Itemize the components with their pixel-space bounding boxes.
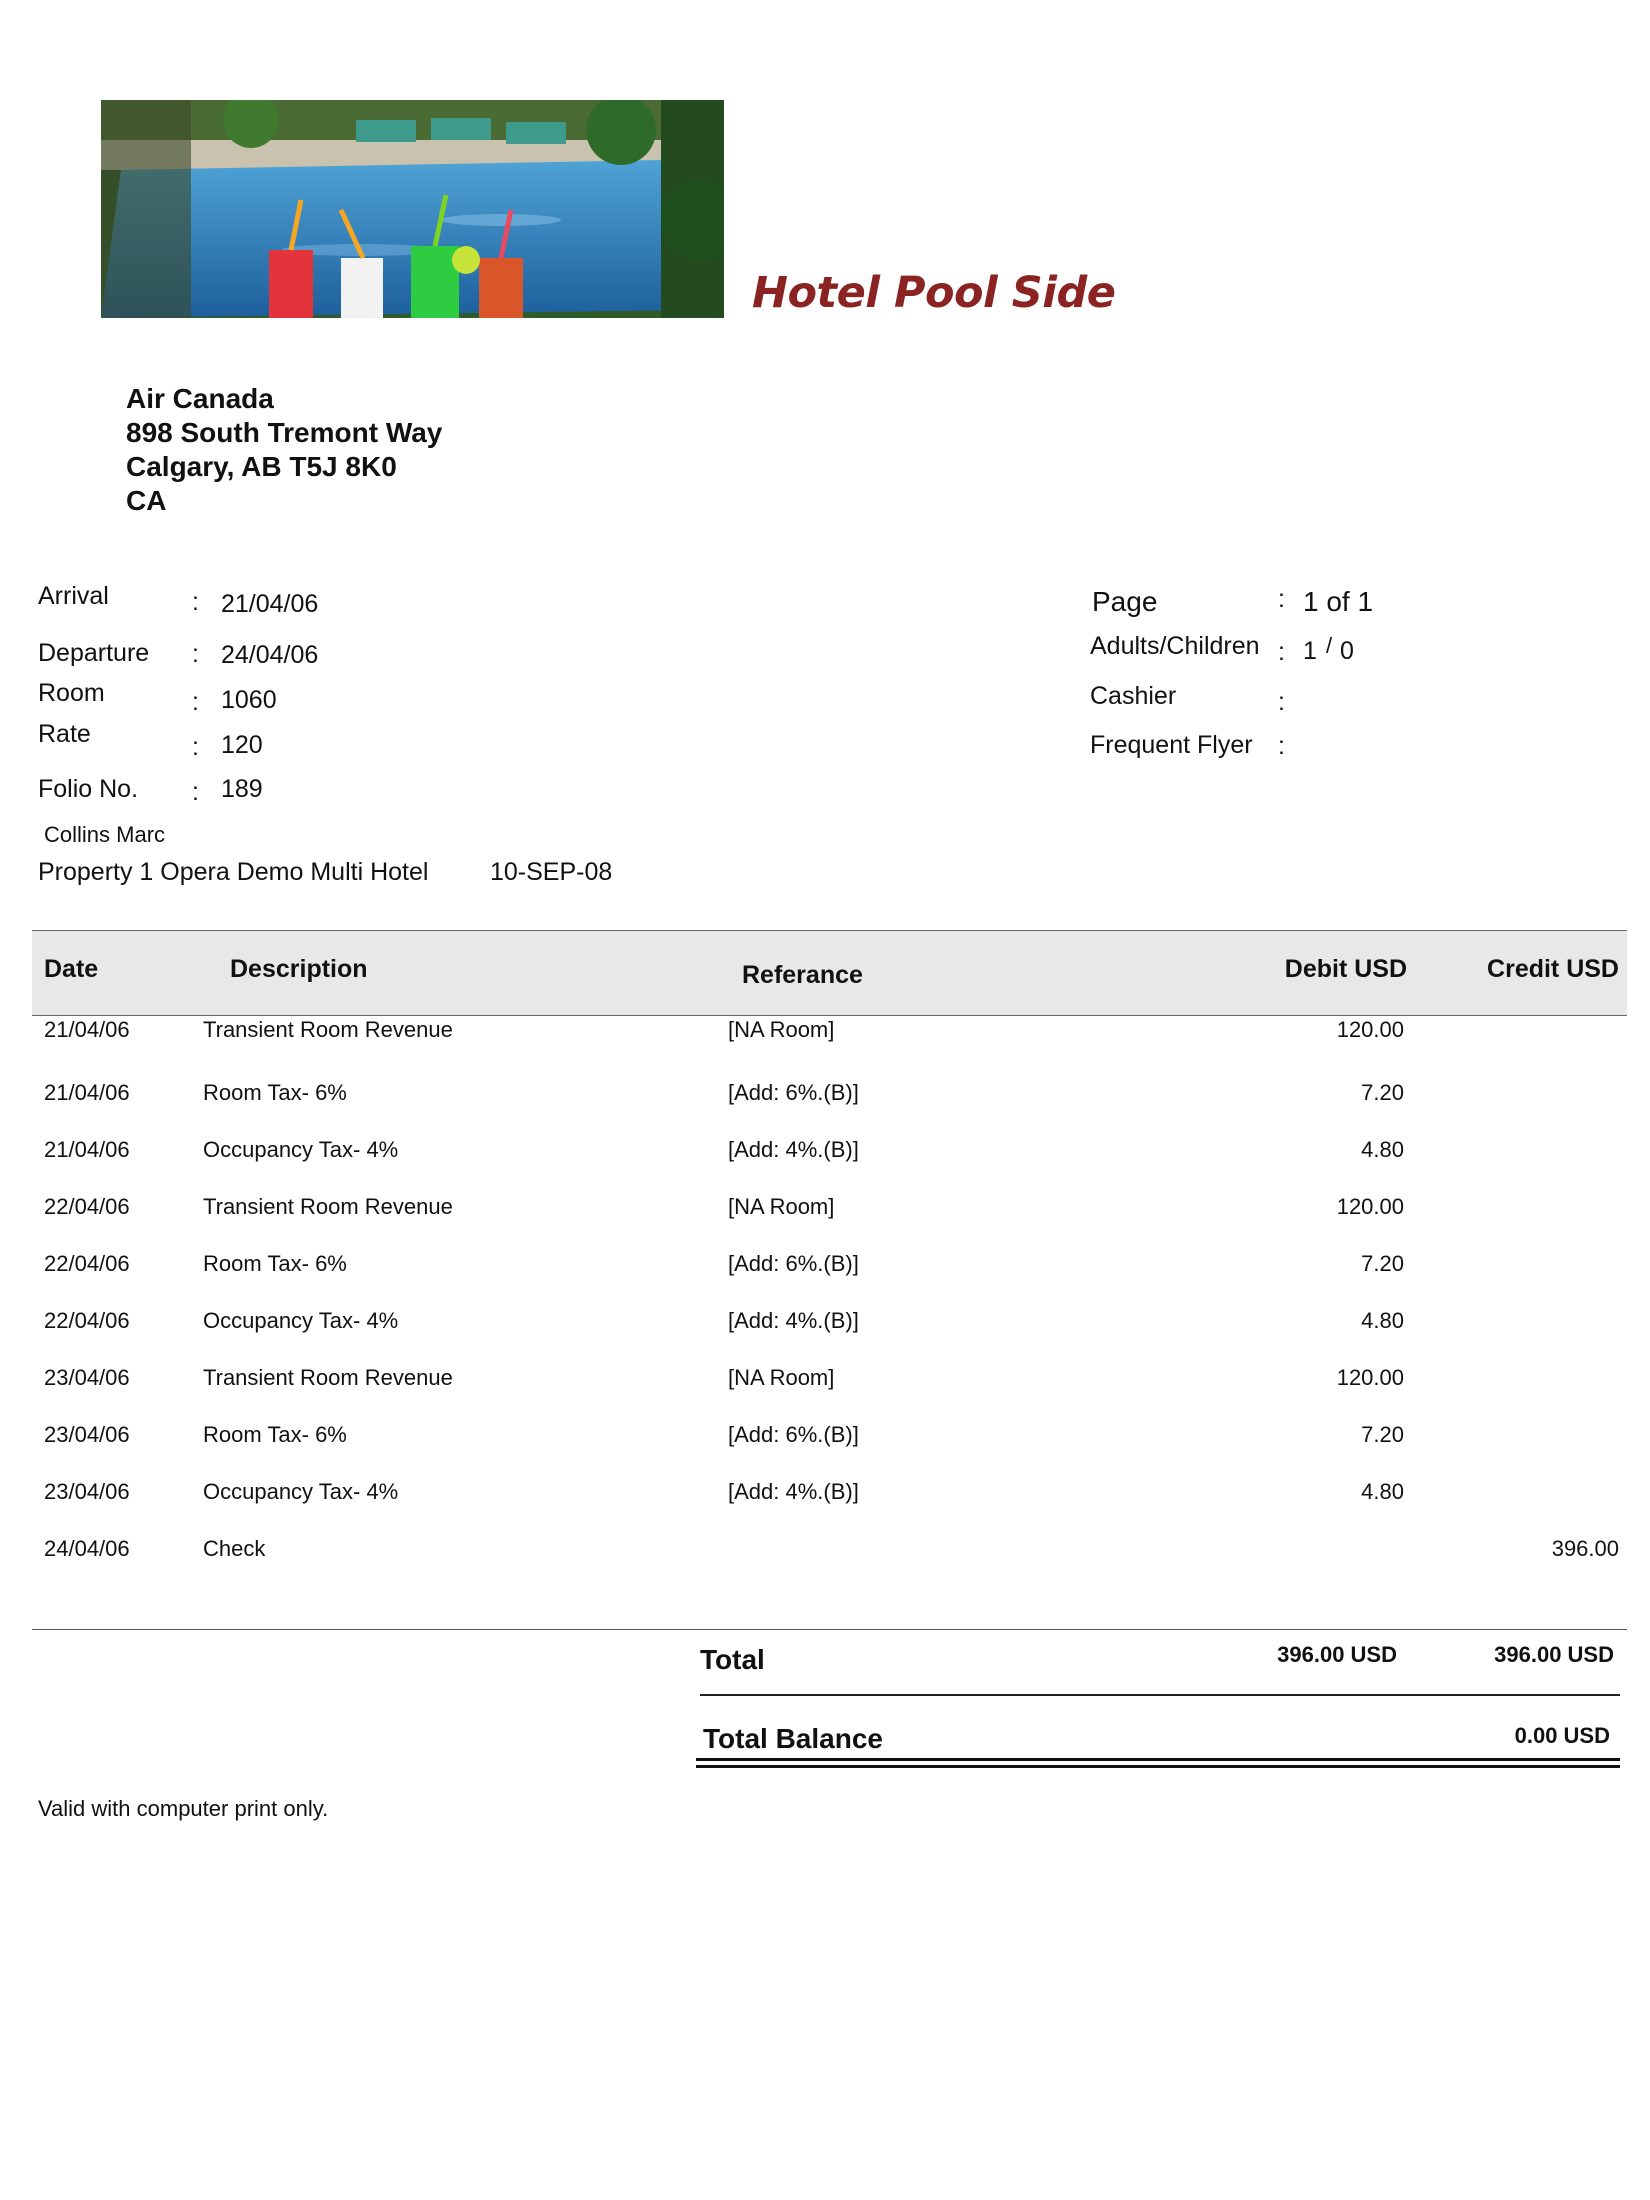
table-row [32,1137,1627,1177]
row-date: 22/04/06 [44,1251,130,1276]
row-reference: [Add: 6%.(B)] [728,1251,859,1276]
table-row [32,1479,1627,1519]
frequent-flyer-label: Frequent Flyer [1090,731,1253,759]
table-row [32,1017,1627,1057]
row-date: 23/04/06 [44,1422,130,1447]
row-debit: 4.80 [1361,1479,1404,1504]
row-date: 23/04/06 [44,1365,130,1390]
table-row [32,1308,1627,1348]
table-row [32,1080,1627,1120]
cashier-colon: : [1278,688,1285,716]
row-description: Occupancy Tax- 4% [203,1308,399,1333]
row-reference: [NA Room] [728,1194,835,1219]
address-line-1: Air Canada [126,383,274,414]
table-row [32,1251,1627,1291]
property-name: Property 1 Opera Demo Multi Hotel [38,858,429,886]
total-balance-label: Total Balance [703,1723,883,1754]
page-value: 1 of 1 [1303,586,1374,617]
row-reference: [NA Room] [728,1017,835,1042]
departure-colon: : [192,640,199,668]
address-line-2: 898 South Tremont Way [126,417,443,448]
row-description: Transient Room Revenue [203,1365,453,1390]
frequent-flyer-colon: : [1278,732,1285,760]
room-value: 1060 [221,686,277,714]
table-row [32,1422,1627,1462]
row-reference: [Add: 4%.(B)] [728,1308,859,1333]
total-underline [700,1694,1620,1696]
row-description: Transient Room Revenue [203,1017,453,1042]
row-date: 21/04/06 [44,1017,130,1042]
row-description: Room Tax- 6% [203,1251,347,1276]
row-date: 22/04/06 [44,1194,130,1219]
total-debit: 396.00 USD [1277,1642,1397,1667]
row-reference: [Add: 4%.(B)] [728,1137,859,1162]
row-description: Check [203,1536,266,1561]
rate-colon: : [192,733,199,761]
balance-double-underline-bottom [696,1765,1620,1768]
hotel-pool-image [101,100,724,318]
total-label: Total [700,1644,765,1675]
table-row [32,1536,1627,1576]
rate-value: 120 [221,731,263,759]
col-header-debit: Debit USD [1284,955,1407,983]
address-line-3: Calgary, AB T5J 8K0 [126,451,397,482]
row-debit: 120.00 [1336,1017,1404,1042]
departure-label: Departure [38,639,150,667]
col-header-reference: Referance [742,961,863,989]
adults-children-colon: : [1278,638,1285,666]
row-credit: 396.00 [1551,1536,1619,1561]
row-date: 21/04/06 [44,1080,130,1105]
folio-label: Folio No. [38,775,139,803]
footer-note: Valid with computer print only. [38,1796,329,1821]
balance-double-underline-top [696,1758,1620,1761]
total-credit: 396.00 USD [1494,1642,1614,1667]
arrival-colon: : [192,588,199,616]
row-description: Room Tax- 6% [203,1080,347,1105]
arrival-value: 21/04/06 [221,590,319,618]
row-description: Occupancy Tax- 4% [203,1137,399,1162]
cashier-label: Cashier [1090,682,1177,710]
row-debit: 120.00 [1336,1365,1404,1390]
arrival-label: Arrival [38,582,109,610]
address-line-4: CA [126,485,167,516]
col-header-credit: Credit USD [1487,955,1619,983]
folio-value: 189 [221,775,263,803]
table-bottom-divider [32,1629,1627,1630]
children-value: 0 [1340,637,1354,665]
row-date: 22/04/06 [44,1308,130,1333]
row-debit: 4.80 [1361,1308,1404,1333]
row-reference: [Add: 6%.(B)] [728,1080,859,1105]
adults-children-label: Adults/Children [1090,632,1260,660]
room-label: Room [38,679,105,707]
row-debit: 7.20 [1361,1080,1404,1105]
row-debit: 7.20 [1361,1251,1404,1276]
row-date: 21/04/06 [44,1137,130,1162]
table-row [32,1365,1627,1405]
hotel-name: Hotel Pool Side [752,268,1116,318]
rate-label: Rate [38,720,91,748]
row-reference: [Add: 6%.(B)] [728,1422,859,1447]
row-debit: 4.80 [1361,1137,1404,1162]
folio-colon: : [192,778,199,806]
col-header-description: Description [230,955,368,983]
page-label: Page [1092,586,1158,617]
row-reference: [Add: 4%.(B)] [728,1479,859,1504]
row-description: Occupancy Tax- 4% [203,1479,399,1504]
total-balance-value: 0.00 USD [1514,1723,1610,1748]
room-colon: : [192,688,199,716]
billing-address [126,382,442,518]
col-header-date: Date [44,955,99,983]
row-date: 24/04/06 [44,1536,130,1561]
adults-value: 1 [1303,637,1317,665]
table-row [32,1194,1627,1234]
table-header [32,930,1627,1016]
print-date: 10-SEP-08 [490,858,613,886]
row-description: Transient Room Revenue [203,1194,453,1219]
row-description: Room Tax- 6% [203,1422,347,1447]
row-date: 23/04/06 [44,1479,130,1504]
departure-value: 24/04/06 [221,641,319,669]
page-colon: : [1278,585,1285,613]
row-debit: 120.00 [1336,1194,1404,1219]
row-reference: [NA Room] [728,1365,835,1390]
adults-children-separator: / [1326,633,1333,658]
row-debit: 7.20 [1361,1422,1404,1447]
guest-name: Collins Marc [44,822,166,847]
